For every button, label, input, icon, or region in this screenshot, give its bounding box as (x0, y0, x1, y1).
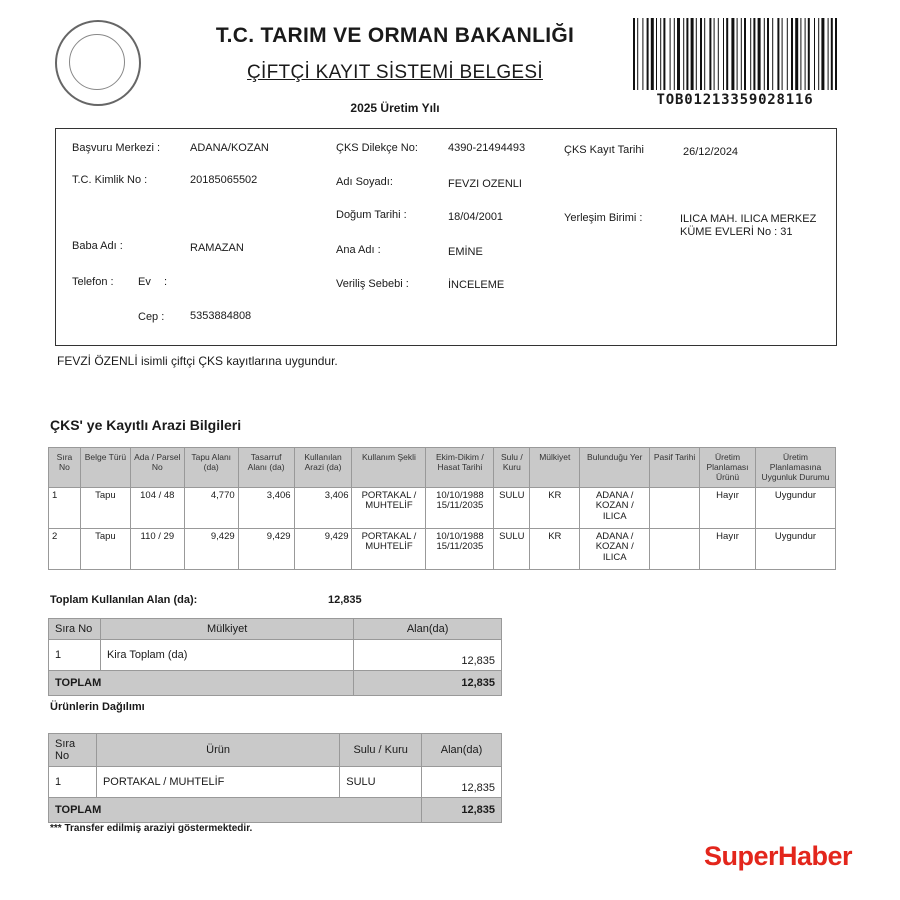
cell-yer-line3: ILICA (602, 511, 627, 523)
cell-kullanilan: 3,406 (294, 487, 352, 528)
cell-yer-line3: ILICA (602, 552, 627, 564)
barcode-bar (835, 18, 837, 90)
cell-tasarruf: 9,429 (238, 528, 294, 569)
cell-alan: 12,835 (422, 767, 502, 798)
col-header: Tasarruf Alanı (da) (238, 448, 294, 488)
basvuru-value: ADANA/KOZAN (190, 142, 269, 154)
barcode-bar (737, 18, 738, 90)
land-section-title: ÇKS' ye Kayıtlı Arazi Bilgileri (50, 417, 242, 433)
cell-tapu: 4,770 (184, 487, 238, 528)
barcode-bar (656, 18, 657, 90)
cell-sekil-line1: PORTAKAL / (361, 489, 417, 501)
barcode-bar (744, 18, 746, 90)
ministry-title: T.C. TARIM VE ORMAN BAKANLIĞI (215, 24, 575, 47)
col-header: Ekim-Dikim / Hasat Tarihi (426, 448, 494, 488)
total-value: 12,835 (422, 798, 502, 823)
conformity-note: FEVZİ ÖZENLİ isimli çiftçi ÇKS kayıtlarına uygundur. (57, 354, 338, 368)
total-label: TOPLAM (49, 671, 354, 696)
cell-pasif (650, 528, 700, 569)
barcode-bar (723, 18, 724, 90)
farmer-info-box (55, 128, 837, 346)
dilekce-value: 4390-21494493 (448, 142, 526, 154)
cell-sekil-line2: MUHTELİF (365, 541, 413, 553)
barcode-bar (686, 18, 688, 90)
barcode-bar (782, 18, 783, 90)
cell-tarih (426, 487, 494, 528)
col-header: Bulunduğu Yer (580, 448, 650, 488)
cell-tarih-line1: 10/10/1988 (436, 530, 484, 542)
cell-yer-line2: KOZAN / (595, 500, 634, 512)
barcode-bar (821, 18, 824, 90)
product-table (48, 733, 502, 823)
barcode-bar (758, 18, 761, 90)
distribution-title: Ürünlerin Dağılımı (50, 701, 145, 713)
ownership-table (48, 618, 502, 696)
barcode-bar (787, 18, 788, 90)
cell-pasif (650, 487, 700, 528)
col-header: Mülkiyet (100, 619, 353, 640)
barcode-bar (741, 18, 742, 90)
ana-value: EMİNE (448, 246, 483, 258)
tc-label: T.C. Kimlik No : (72, 174, 148, 186)
barcode-bar (647, 18, 649, 90)
barcode-bar (700, 18, 702, 90)
barcode-bar (808, 18, 810, 90)
table-row (49, 487, 836, 528)
cell-urun: PORTAKAL / MUHTELİF (96, 767, 339, 798)
baba-label: Baba Adı : (72, 240, 123, 252)
yerlesim-label: Yerleşim Birimi : (564, 212, 643, 224)
barcode-graphic (632, 18, 837, 90)
cell-mulkiyet: KR (530, 487, 580, 528)
col-header: Tapu Alanı (da) (184, 448, 238, 488)
barcode-bar (677, 18, 680, 90)
kayit-tarihi-value: 26/12/2024 (683, 146, 739, 158)
production-year: 2025 Üretim Yılı (350, 101, 440, 115)
barcode-bar (633, 18, 635, 90)
total-used-value: 12,835 (328, 594, 362, 606)
baba-value: RAMAZAN (190, 242, 244, 254)
cell-sulu: SULU (340, 767, 422, 798)
barcode-bar (637, 18, 638, 90)
cell-sekil-line1: PORTAKAL / (361, 530, 417, 542)
basvuru-label: Başvuru Merkezi : (72, 142, 161, 154)
barcode-bar (663, 18, 665, 90)
barcode-bar (731, 18, 734, 90)
cell-urun: Hayır (700, 528, 756, 569)
cell-tarih-line2: 15/11/2035 (436, 541, 484, 553)
cell-yer-line2: KOZAN / (595, 541, 634, 553)
cell-uygunluk: Uygundur (756, 487, 836, 528)
col-header: Üretim Planlaması Ürünü (700, 448, 756, 488)
barcode-bar (718, 18, 719, 90)
yerlesim-value-line1: ILICA MAH. ILICA MERKEZ (680, 213, 817, 225)
ownership-total-row (49, 671, 502, 696)
cell-uygunluk: Uygundur (756, 528, 836, 569)
tc-value: 20185065502 (190, 174, 258, 186)
cell-urun: Hayır (700, 487, 756, 528)
cell-tapu: 9,429 (184, 528, 238, 569)
cell-yer (580, 487, 650, 528)
cell-belge: Tapu (80, 487, 130, 528)
barcode-bar (714, 18, 715, 90)
barcode-bar (818, 18, 819, 90)
barcode-bar (772, 18, 773, 90)
barcode-bar (696, 18, 697, 90)
barcode-bar (831, 18, 833, 90)
ev-colon: : (164, 276, 168, 288)
cell-kullanilan: 9,429 (294, 528, 352, 569)
col-header: Pasif Tarihi (650, 448, 700, 488)
barcode-bar (704, 18, 705, 90)
cell-yer (580, 528, 650, 569)
col-header: Sıra No (49, 448, 81, 488)
barcode-bar (777, 18, 779, 90)
table-row (49, 767, 502, 798)
ana-label: Ana Adı : (336, 244, 381, 256)
barcode-bar (814, 18, 815, 90)
kayit-tarihi-label: ÇKS Kayıt Tarihi (564, 144, 644, 156)
total-used-label: Toplam Kullanılan Alan (da): (50, 594, 198, 606)
ownership-header (49, 619, 502, 640)
cell-mulkiyet: KR (530, 528, 580, 569)
document-title: ÇİFTÇİ KAYIT SİSTEMİ BELGESİ (247, 62, 543, 83)
cell-ada: 104 / 48 (130, 487, 184, 528)
barcode-bar (828, 18, 829, 90)
cell-tarih (426, 528, 494, 569)
col-header: Kullanım Şekli (352, 448, 426, 488)
ministry-seal (55, 20, 141, 106)
cell-yer-line1: ADANA / (595, 530, 634, 542)
barcode-bar (750, 18, 751, 90)
veris-label: Veriliş Sebebi : (336, 278, 409, 290)
cell-sira: 2 (49, 528, 81, 569)
cell-belge: Tapu (80, 528, 130, 569)
barcode-bar (800, 18, 801, 90)
product-total-row (49, 798, 502, 823)
barcode-bar (683, 18, 684, 90)
col-header: Sıra No (49, 734, 97, 767)
superhaber-watermark: SuperHaber (704, 841, 853, 871)
cell-tasarruf: 3,406 (238, 487, 294, 528)
footnote: *** Transfer edilmiş araziyi göstermektedir. (50, 823, 253, 834)
barcode-bar (670, 18, 671, 90)
dilekce-label: ÇKS Dilekçe No: (336, 142, 418, 154)
cell-alan: 12,835 (354, 640, 502, 671)
telefon-label: Telefon : (72, 276, 114, 288)
barcode-bar (691, 18, 694, 90)
seal-inner-ring (69, 34, 125, 90)
yerlesim-value-line2: KÜME EVLERİ No : 31 (680, 226, 793, 238)
col-header: Kullanılan Arazi (da) (294, 448, 352, 488)
barcode-bar (795, 18, 798, 90)
adsoyad-value: FEVZI OZENLI (448, 178, 522, 190)
barcode-bar (726, 18, 728, 90)
col-header: Mülkiyet (530, 448, 580, 488)
col-header: Alan(da) (354, 619, 502, 640)
table-row (49, 528, 836, 569)
cell-ada: 110 / 29 (130, 528, 184, 569)
cell-sulu: SULU (494, 487, 530, 528)
cell-sekil (352, 487, 426, 528)
dogum-label: Doğum Tarihi : (336, 209, 407, 221)
total-value: 12,835 (354, 671, 502, 696)
col-header: Ürün (96, 734, 339, 767)
cell-sira: 1 (49, 767, 97, 798)
cell-tarih-line1: 10/10/1988 (436, 489, 484, 501)
cell-mulkiyet: Kira Toplam (da) (100, 640, 353, 671)
barcode-bar (674, 18, 675, 90)
col-header: Üretim Planlamasına Uygunluk Durumu (756, 448, 836, 488)
col-header: Sulu / Kuru (494, 448, 530, 488)
col-header: Ada / Parsel No (130, 448, 184, 488)
barcode-bar (753, 18, 755, 90)
barcode-bar (764, 18, 765, 90)
col-header: Belge Türü (80, 448, 130, 488)
total-label: TOPLAM (49, 798, 422, 823)
barcode-bar (660, 18, 661, 90)
cell-sira: 1 (49, 487, 81, 528)
barcode-bar (805, 18, 806, 90)
cell-sira: 1 (49, 640, 101, 671)
barcode-number: TOB01213359028116 (656, 92, 814, 108)
col-header: Sıra No (49, 619, 101, 640)
col-header: Alan(da) (422, 734, 502, 767)
cell-yer-line1: ADANA / (595, 489, 634, 501)
veris-value: İNCELEME (448, 279, 505, 291)
land-table-header (49, 448, 836, 488)
barcode-bar (651, 18, 654, 90)
cell-sulu: SULU (494, 528, 530, 569)
barcode-bar (709, 18, 711, 90)
cep-label: Cep : (138, 311, 165, 323)
barcode-bar (767, 18, 769, 90)
dogum-value: 18/04/2001 (448, 211, 504, 223)
land-table (48, 447, 836, 570)
cell-sekil-line2: MUHTELİF (365, 500, 413, 512)
barcode-bar (642, 18, 643, 90)
cep-value: 5353884808 (190, 310, 252, 322)
cell-tarih-line2: 15/11/2035 (436, 500, 484, 512)
col-header: Sulu / Kuru (340, 734, 422, 767)
ev-label: Ev (138, 276, 151, 288)
cell-sekil (352, 528, 426, 569)
product-header (49, 734, 502, 767)
table-row (49, 640, 502, 671)
adsoyad-label: Adı Soyadı: (336, 176, 393, 188)
barcode-bar (791, 18, 793, 90)
